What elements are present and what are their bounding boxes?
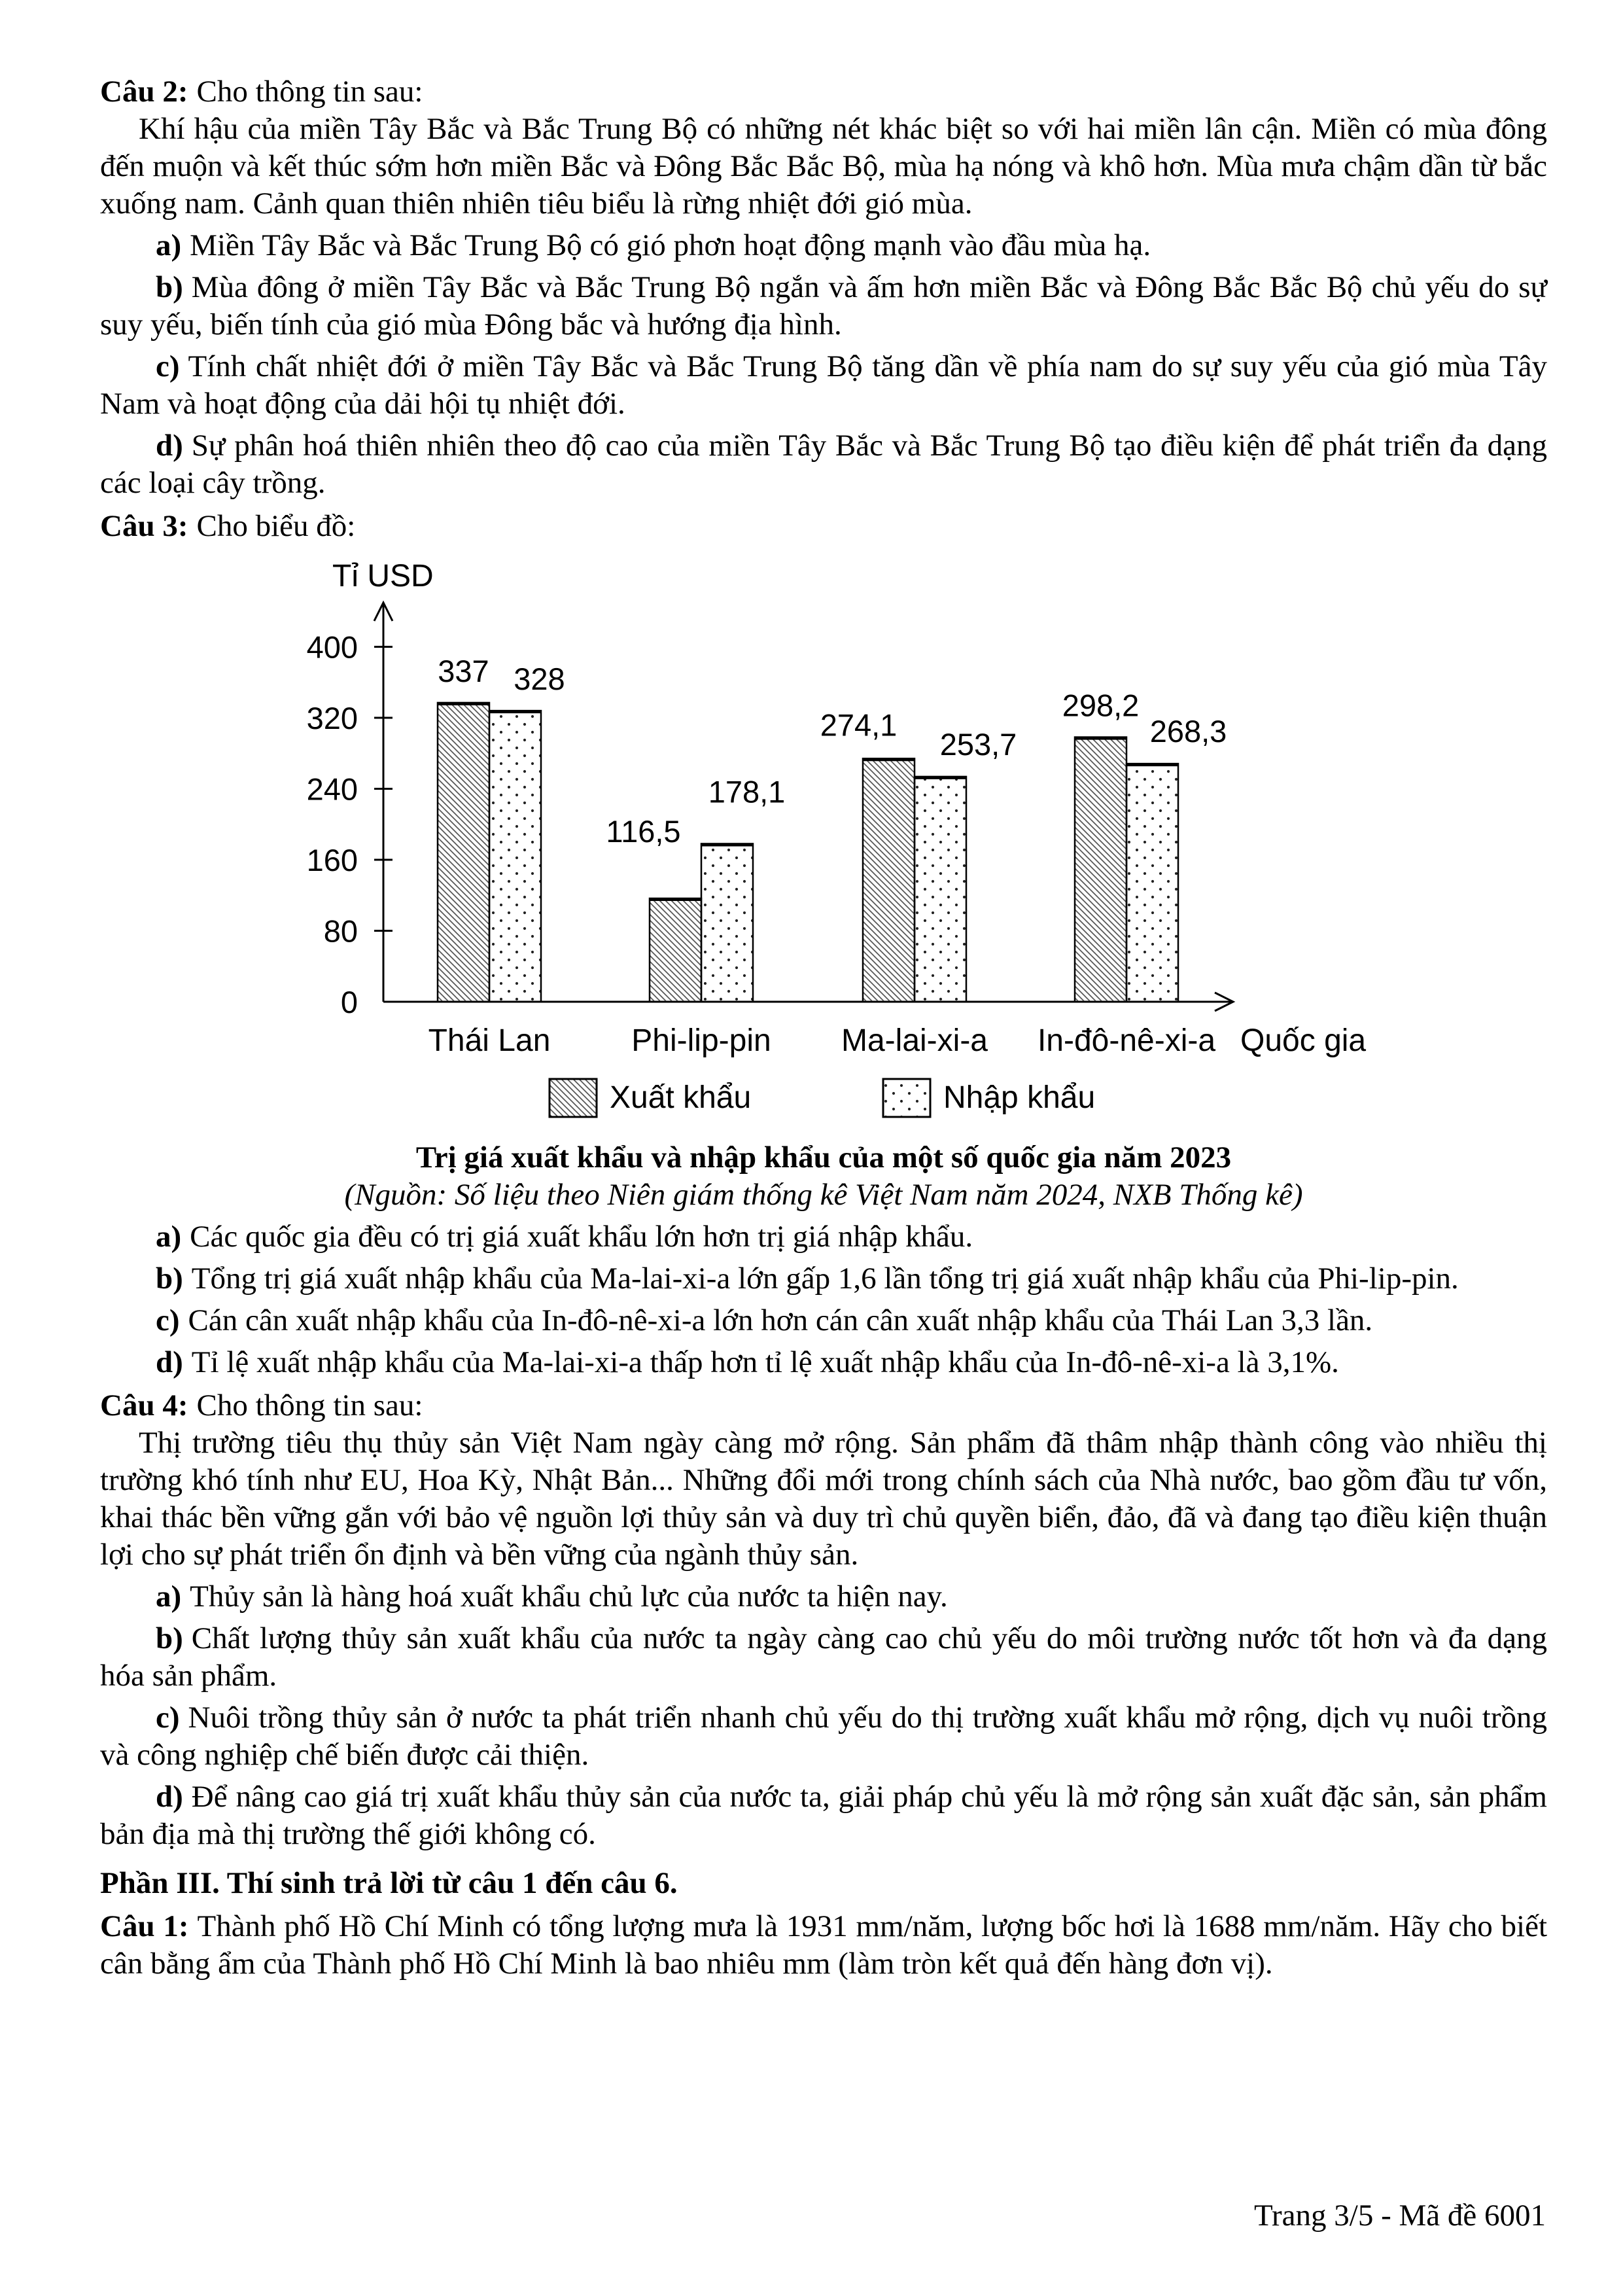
- category-label: In-đô-nê-xi-a: [1037, 1023, 1216, 1058]
- legend-swatch-export: [550, 1079, 597, 1117]
- question-4-option-a: [100, 1578, 1547, 1616]
- category-label: Phi-lip-pin: [631, 1023, 771, 1058]
- bar-value-label: 337: [438, 653, 489, 688]
- y-tick-label: 320: [306, 701, 358, 735]
- option-text: Tính chất nhiệt đới ở miền Tây Bắc và Bắc Trung Bộ tăng dần về phía nam do sự suy yếu của gió mùa Tây Nam và hoạt động của dải hội tụ nhiệt đới.: [100, 349, 1547, 421]
- y-tick-label: 160: [306, 843, 358, 877]
- category-label: Thái Lan: [428, 1023, 551, 1058]
- question-3-heading: [100, 508, 1547, 545]
- option-text: Miền Tây Bắc và Bắc Trung Bộ có gió phơn hoạt động mạnh vào đầu mùa hạ.: [190, 228, 1151, 262]
- question-4-option-b: [100, 1620, 1547, 1695]
- import-bar-2: [915, 777, 966, 1002]
- question-2-option-a: [100, 227, 1547, 264]
- export-bar-0: [438, 703, 489, 1002]
- option-letter: a): [156, 228, 182, 262]
- option-text: Các quốc gia đều có trị giá xuất khẩu lớn hơn trị giá nhập khẩu.: [190, 1220, 973, 1254]
- question-4-option-c: [100, 1699, 1547, 1774]
- question-3-option-b: [100, 1260, 1547, 1298]
- option-letter: d): [156, 429, 183, 463]
- option-text: Mùa đông ở miền Tây Bắc và Bắc Trung Bộ ngắn và ấm hơn miền Bắc và Đông Bắc Bắc Bộ chủ yếu do sự suy yếu, biến tính của gió mùa Đông bắc và hướng địa hình.: [100, 270, 1547, 342]
- legend-label: Xuất khẩu: [610, 1080, 752, 1115]
- option-letter: d): [156, 1780, 183, 1814]
- option-letter: c): [156, 1303, 180, 1337]
- option-text: Thủy sản là hàng hoá xuất khẩu chủ lực của nước ta hiện nay.: [190, 1580, 948, 1614]
- option-letter: c): [156, 349, 180, 383]
- option-text: Tỉ lệ xuất nhập khẩu của Ma-lai-xi-a thấp hơn tỉ lệ xuất nhập khẩu của In-đô-nê-xi-a là 3,1%.: [191, 1345, 1339, 1379]
- export-bar-3: [1075, 737, 1126, 1002]
- question-2-intro: Cho thông tin sau:: [196, 75, 423, 109]
- legend-label: Nhập khẩu: [943, 1080, 1096, 1115]
- question-3: [100, 508, 1547, 1381]
- chart-title: Trị giá xuất khẩu và nhập khẩu của một số quốc gia năm 2023: [415, 1140, 1232, 1174]
- option-text: Để nâng cao giá trị xuất khẩu thủy sản của nước ta, giải pháp chủ yếu là mở rộng sản xuất đặc sản, sản phẩm bản địa mà thị trường thế giới không có.: [100, 1780, 1547, 1851]
- part-3-heading: Phần III. Thí sinh trả lời từ câu 1 đến câu 6.: [100, 1866, 678, 1900]
- question-2-paragraph: Khí hậu của miền Tây Bắc và Bắc Trung Bộ có những nét khác biệt so với hai miền lân cận. Miền có mùa đông đến muộn và kết thúc sớm hơn miền Bắc và Đông Bắc Bắc Bộ, mùa hạ nóng và khô hơn. Mùa mưa chậm dần từ bắc xuống nam. Cảnh quan thiên nhiên tiêu biểu là rừng nhiệt đới gió mùa.: [100, 112, 1547, 221]
- y-axis-unit-label: Tỉ USD: [332, 559, 434, 593]
- bar-value-label: 253,7: [939, 726, 1017, 762]
- option-letter: d): [156, 1345, 183, 1379]
- question-4-option-d: [100, 1778, 1547, 1853]
- question-1-part3: [100, 1908, 1547, 1983]
- y-tick-label: 400: [306, 629, 358, 665]
- question-1-label: Câu 1:: [100, 1909, 189, 1943]
- question-3-label: Câu 3:: [100, 509, 188, 543]
- bar-value-label: 268,3: [1149, 714, 1227, 749]
- question-2-option-d: [100, 427, 1547, 502]
- chart-source: (Nguồn: Số liệu theo Niên giám thống kê Việt Nam năm 2024, NXB Thống kê): [344, 1178, 1303, 1212]
- legend-swatch-import: [883, 1079, 930, 1117]
- question-4-paragraph: Thị trường tiêu thụ thủy sản Việt Nam ngày càng mở rộng. Sản phẩm đã thâm nhập thành công vào nhiều thị trường khó tính như EU, Hoa Kỳ, Nhật Bản... Những đổi mới trong chính sách của Nhà nước, bao gồm đầu tư vốn, khai thác bền vững gắn với bảo vệ nguồn lợi thủy sản và duy trì chủ quyền biển, đảo, đã và đang tạo điều kiện thuận lợi cho sự phát triển ổn định và bền vững của ngành thủy sản.: [100, 1426, 1547, 1572]
- option-letter: a): [156, 1580, 182, 1614]
- question-2-option-b: [100, 269, 1547, 344]
- import-bar-3: [1126, 764, 1178, 1002]
- page-footer: Trang 3/5 - Mã đề 6001: [1253, 2199, 1546, 2233]
- question-4-heading: [100, 1387, 1547, 1424]
- y-tick-label: 80: [323, 913, 358, 949]
- bar-value-label: 274,1: [820, 707, 898, 743]
- question-4-label: Câu 4:: [100, 1388, 188, 1422]
- bar-value-label: 328: [514, 662, 565, 697]
- question-4-intro: Cho thông tin sau:: [196, 1388, 423, 1422]
- bar-value-label: 298,2: [1062, 688, 1140, 723]
- category-label: Ma-lai-xi-a: [841, 1023, 988, 1058]
- export-bar-2: [863, 758, 915, 1002]
- question-3-option-d: [100, 1344, 1547, 1381]
- option-letter: b): [156, 1621, 183, 1655]
- import-bar-1: [701, 843, 753, 1002]
- bar-value-label: 178,1: [708, 774, 786, 809]
- option-letter: c): [156, 1701, 180, 1735]
- option-text: Sự phân hoá thiên nhiên theo độ cao của miền Tây Bắc và Bắc Trung Bộ tạo điều kiện để phát triển đa dạng các loại cây trồng.: [100, 429, 1547, 500]
- option-letter: a): [156, 1220, 182, 1254]
- question-2-option-c: [100, 348, 1547, 423]
- exam-page-content: [100, 73, 1547, 1983]
- question-2: [100, 73, 1547, 502]
- question-3-option-c: [100, 1302, 1547, 1339]
- option-letter: b): [156, 1262, 183, 1296]
- question-4: [100, 1387, 1547, 1853]
- bar-chart-svg: [262, 556, 1413, 1131]
- option-text: Chất lượng thủy sản xuất khẩu của nước ta ngày càng cao chủ yếu do môi trường nước tốt hơn và đa dạng hóa sản phẩm.: [100, 1621, 1547, 1693]
- question-1-text: Thành phố Hồ Chí Minh có tổng lượng mưa là 1931 mm/năm, lượng bốc hơi là 1688 mm/năm. Hãy cho biết cân bằng ẩm của Thành phố Hồ Chí Minh là bao nhiêu mm (làm tròn kết quả đến hàng đơn vị).: [100, 1909, 1548, 1981]
- option-text: Tổng trị giá xuất nhập khẩu của Ma-lai-xi-a lớn gấp 1,6 lần tổng trị giá xuất nhập khẩu của Phi-lip-pin.: [191, 1262, 1459, 1296]
- option-text: Nuôi trồng thủy sản ở nước ta phát triển nhanh chủ yếu do thị trường xuất khẩu mở rộng, dịch vụ nuôi trồng và công nghiệp chế biến được cải thiện.: [100, 1701, 1547, 1772]
- x-axis-label: Quốc gia: [1240, 1023, 1367, 1058]
- y-tick-label: 0: [340, 985, 358, 1019]
- option-letter: b): [156, 270, 183, 304]
- question-2-heading: [100, 73, 1547, 111]
- export-bar-1: [650, 898, 701, 1002]
- question-3-option-a: [100, 1218, 1547, 1256]
- question-3-intro: Cho biểu đồ:: [196, 509, 356, 543]
- import-bar-0: [489, 711, 541, 1002]
- bar-value-label: 116,5: [606, 813, 681, 849]
- option-text: Cán cân xuất nhập khẩu của In-đô-nê-xi-a lớn hơn cán cân xuất nhập khẩu của Thái Lan 3,3 lần.: [188, 1303, 1373, 1337]
- question-2-label: Câu 2:: [100, 75, 188, 109]
- y-tick-label: 240: [306, 771, 358, 807]
- export-import-bar-chart: [262, 556, 1413, 1131]
